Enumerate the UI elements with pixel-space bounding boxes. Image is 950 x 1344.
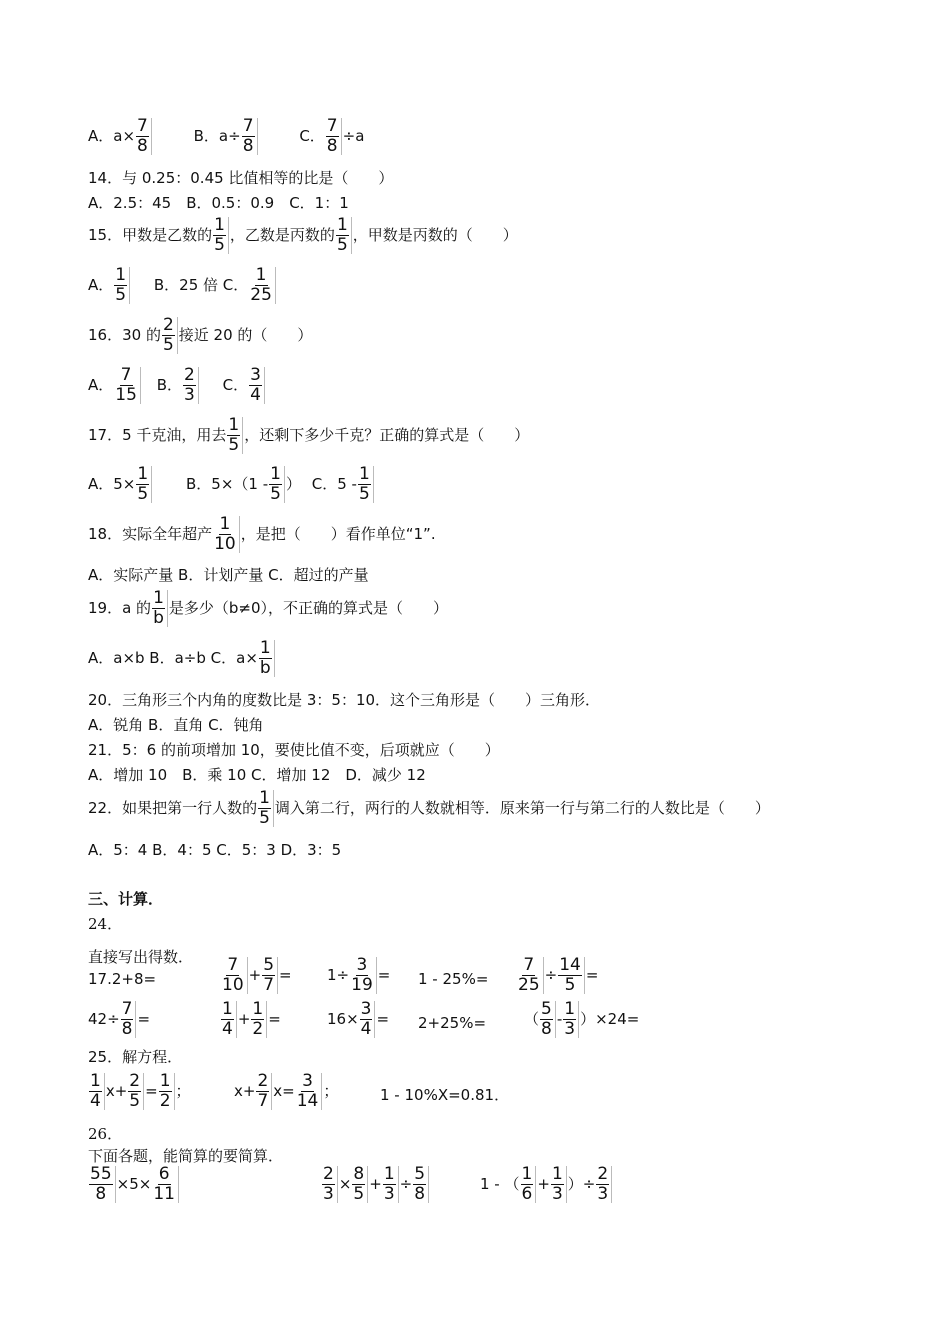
q24-r2c1: 42÷ $\frac{7}{8}$ =	[88, 999, 151, 1039]
q16-options: A． $\frac{7}{15}$ B． $\frac{2}{3}$ C． $\frac{3}{4}$	[88, 367, 266, 404]
q20-options: A．锐角 B．直角 C．钝角	[88, 716, 264, 734]
q24-number: 24．	[88, 915, 123, 933]
fraction: $\frac{7}{25}$	[517, 957, 544, 994]
fraction: $\frac{1}{5}$	[269, 466, 285, 503]
q24-r1c4: 1 - 25%=	[418, 970, 489, 988]
q18-options: A．实际产量 B．计划产量 C．超过的产量	[88, 566, 369, 584]
fraction: $\frac{7}{8}$	[136, 118, 152, 155]
q13-options: A．a× $\frac{7}{8}$ B．a÷ $\frac{7}{8}$ C． $\frac{7}{8}$ ÷a	[88, 116, 365, 156]
fraction: $\frac{2}{7}$	[256, 1073, 272, 1110]
q26-expr1: $\frac{55}{8}$ ×5× $\frac{6}{11}$	[88, 1166, 180, 1203]
fraction: $\frac{2}{3}$	[596, 1166, 612, 1203]
fraction: $\frac{1}{5}$	[227, 417, 243, 454]
fraction: $\frac{5}{7}$	[262, 957, 278, 994]
q25-title: 25．解方程．	[88, 1048, 183, 1066]
fraction: $\frac{5}{8}$	[540, 1001, 556, 1038]
q13-option-c: C．	[299, 127, 325, 145]
q22-options: A．5：4 B．4：5 C．5：3 D．3：5	[88, 841, 342, 859]
q25-eq3: 1 - 10%X=0.81．	[380, 1086, 510, 1104]
fraction: $\frac{1}{2}$	[159, 1073, 175, 1110]
q26-expr2: $\frac{2}{3}$ × $\frac{8}{5}$ + $\frac{1}{3}$ ÷ $\frac{5}{8}$	[321, 1166, 430, 1203]
q24-r2c4: 2+25%=	[418, 1014, 487, 1032]
fraction: $\frac{3}{4}$	[360, 1001, 376, 1038]
fraction: $\frac{1}{10}$	[213, 516, 240, 553]
fraction: $\frac{2}{5}$	[128, 1073, 144, 1110]
q26-expr3: 1 - （ $\frac{1}{6}$ + $\frac{1}{3}$ ）÷ $\frac{2}{3}$	[480, 1166, 613, 1203]
fraction: $\frac{7}{10}$	[221, 957, 248, 994]
q24-r2c3: 16× $\frac{3}{4}$ =	[327, 999, 390, 1039]
fraction: $\frac{55}{8}$	[89, 1166, 116, 1203]
fraction: $\frac{8}{5}$	[352, 1166, 368, 1203]
q24-r2c2: $\frac{1}{4}$ + $\frac{1}{2}$ =	[222, 999, 281, 1039]
q19-options: A．a×b B．a÷b C．a× $\frac{1}{b}$	[88, 640, 276, 677]
q14-options: A．2.5：45 B．0.5：0.9 C．1：1	[88, 194, 349, 212]
q26-number: 26．	[88, 1125, 123, 1143]
fraction: $\frac{1}{5}$	[258, 790, 274, 827]
fraction: $\frac{1}{b}$	[259, 640, 275, 677]
section-title: 三、计算．	[88, 890, 164, 908]
fraction: $\frac{1}{6}$	[521, 1166, 537, 1203]
fraction: $\frac{1}{b}$	[152, 590, 168, 627]
fraction: $\frac{3}{14}$	[296, 1073, 323, 1110]
q20-stem: 20．三角形三个内角的度数比是 3：5：10．这个三角形是（ ）三角形．	[88, 691, 601, 709]
q25-eq2: x+ $\frac{2}{7}$ x= $\frac{3}{14}$ ；	[234, 1071, 339, 1111]
fraction: $\frac{1}{4}$	[221, 1001, 237, 1038]
q24-instruction: 直接写出得数．	[88, 948, 194, 966]
fraction: $\frac{1}{5}$	[358, 466, 374, 503]
fraction: $\frac{1}{5}$	[336, 217, 352, 254]
fraction: $\frac{2}{3}$	[183, 367, 199, 404]
q14-stem: 14．与 0.25：0.45 比值相等的比是（ ）	[88, 169, 394, 187]
q26-instruction: 下面各题，能简算的要简算．	[88, 1147, 284, 1165]
q24-r1c5: $\frac{7}{25}$ ÷ $\frac{14}{5}$ =	[518, 955, 599, 995]
fraction: $\frac{3}{19}$	[350, 957, 377, 994]
q15-options: A． $\frac{1}{5}$ B．25 倍 C． $\frac{1}{25}$	[88, 267, 277, 304]
fraction: $\frac{1}{3}$	[551, 1166, 567, 1203]
q17-stem: 17．5 千克油，用去 $\frac{1}{5}$ ，还剩下多少千克？正确的算式是（ ）	[88, 415, 530, 455]
fraction: $\frac{1}{25}$	[249, 267, 276, 304]
q16-stem: 16．30 的 $\frac{2}{5}$ 接近 20 的（ ）	[88, 315, 313, 355]
fraction: $\frac{1}{5}$	[136, 466, 152, 503]
q19-stem: 19．a 的 $\frac{1}{b}$ 是多少（b≠0），不正确的算式是（ ）	[88, 588, 449, 628]
q21-stem: 21．5：6 的前项增加 10，要使比值不变，后项就应（ ）	[88, 741, 500, 759]
fraction: $\frac{1}{4}$	[89, 1073, 105, 1110]
q18-stem: 18．实际全年超产 $\frac{1}{10}$ ，是把（ ）看作单位“1”.	[88, 514, 436, 554]
fraction: $\frac{2}{3}$	[322, 1166, 338, 1203]
fraction: $\frac{2}{5}$	[162, 317, 178, 354]
fraction: $\frac{7}{8}$	[121, 1001, 137, 1038]
fraction: $\frac{7}{8}$	[242, 118, 258, 155]
fraction: $\frac{7}{15}$	[114, 367, 141, 404]
q21-options: A．增加 10 B．乘 10 C．增加 12 D．减少 12	[88, 766, 426, 784]
q24-r1c1: 17.2+8=	[88, 970, 157, 988]
fraction: $\frac{1}{3}$	[563, 1001, 579, 1038]
q25-eq1: $\frac{1}{4}$ x+ $\frac{2}{5}$ = $\frac{1}{2}$ ；	[90, 1071, 191, 1111]
q15-stem: 15．甲数是乙数的 $\frac{1}{5}$ ，乙数是丙数的 $\frac{1}{5}$ ，甲数是丙数的（ ）	[88, 215, 518, 255]
fraction: $\frac{1}{2}$	[251, 1001, 267, 1038]
fraction: $\frac{3}{4}$	[249, 367, 265, 404]
fraction: $\frac{6}{11}$	[152, 1166, 179, 1203]
q13-option-a: A．a×	[88, 127, 136, 145]
q22-stem: 22．如果把第一行人数的 $\frac{1}{5}$ 调入第二行，两行的人数就相等．原来第一行与第二行的人数比是（ ）	[88, 788, 770, 828]
fraction: $\frac{7}{8}$	[326, 118, 342, 155]
fraction: $\frac{1}{5}$	[213, 217, 229, 254]
fraction: $\frac{1}{3}$	[383, 1166, 399, 1203]
q24-r1c3: 1÷ $\frac{3}{19}$ =	[327, 955, 391, 995]
q17-options: A．5× $\frac{1}{5}$ B．5×（1 - $\frac{1}{5}$ ） C．5 - $\frac{1}{5}$	[88, 466, 375, 503]
q24-r1c2: $\frac{7}{10}$ + $\frac{5}{7}$ =	[222, 955, 292, 995]
q13-option-b: B．a÷	[193, 127, 241, 145]
q24-r2c5: （ $\frac{5}{8}$ - $\frac{1}{3}$ ）×24=	[524, 999, 640, 1039]
fraction: $\frac{5}{8}$	[413, 1166, 429, 1203]
fraction: $\frac{1}{5}$	[114, 267, 130, 304]
fraction: $\frac{14}{5}$	[558, 957, 585, 994]
